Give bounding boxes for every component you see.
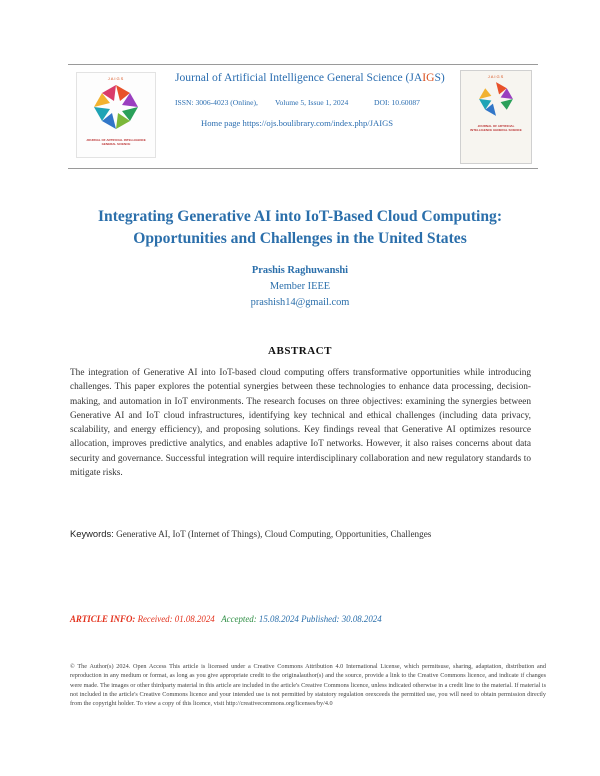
author-role: Member IEEE xyxy=(269,281,331,292)
received-label: Received: xyxy=(137,614,173,624)
cover-pinwheel-icon xyxy=(476,79,516,119)
journal-volume: Volume 5, Issue 1, 2024 xyxy=(275,98,349,107)
logo-left-caption: JOURNAL OF ARTIFICIAL INTELLIGENCE GENERAL SCIENCE xyxy=(86,138,146,146)
accepted-date: 15.08.2024 xyxy=(258,614,299,624)
accepted-label: Accepted: xyxy=(221,614,257,624)
paper-title-line2: Opportunities and Challenges in the United States xyxy=(133,230,467,247)
journal-cover-thumbnail xyxy=(460,70,532,164)
published-label: Published: xyxy=(301,614,340,624)
abstract-heading: ABSTRACT xyxy=(268,345,332,357)
keywords-text: Generative AI, IoT (Internet of Things), Cloud Computing, Opportunities, Challenges xyxy=(113,529,432,539)
journal-issn: ISSN: 3006-4023 (Online), xyxy=(175,98,258,107)
received-date: 01.08.2024 xyxy=(174,614,215,624)
logo-right-caption: JOURNAL OF ARTIFICIAL INTELLIGENCE GENERAL SCIENCE xyxy=(470,124,522,132)
logo-left-tag: JAIGS xyxy=(107,76,125,81)
paper-title-line1: Integrating Generative AI into IoT-Based Cloud Computing: xyxy=(97,208,503,225)
journal-doi: DOI: 10.60087 xyxy=(374,98,420,107)
journal-logo xyxy=(76,72,156,158)
article-info xyxy=(70,614,382,624)
published-date: 30.08.2024 xyxy=(341,614,382,624)
article-info-label: ARTICLE INFO: xyxy=(70,614,136,624)
logo-right-tag: JAIGS xyxy=(487,74,505,79)
journal-homepage-link[interactable]: Home page https://ojs.boulibrary.com/index.php/JAIGS xyxy=(201,118,394,128)
pinwheel-logo-icon xyxy=(90,81,142,133)
journal-title-pre: Journal of Artificial Intelligence General Science (JA xyxy=(175,71,423,84)
license-notice: © The Author(s) 2024. Open Access This article is licensed under a Creative Commons Attribution 4.0 International License, which permitsuse, sharing, adaptation, distribution and reproduction in any medium or format, as long as you give appropriate credit to the originalauthor(s) and the source, provide a link to the Creative Commons licence, and indicate if changes were made. The images or other thirdparty material in this article are included in the article's Creative Commons licence, unless indicated otherwise in a credit line to the material. If material is not included in the article's Creative Commons licence and your intended use is not permitted by statutory regulation orexceeds the permitted use, you will need to obtain permission directly from the copyright holder. To view a copy of this licence, visit http://creativecommons.org/licenses/by/4.0 xyxy=(70,663,546,708)
author-name: Prashis Raghuwanshi xyxy=(251,265,349,276)
abstract-text: The integration of Generative AI into IoT-based cloud computing offers transformative opportunities while introducing challenges. This paper explores the potential synergies between these technologies to enhance data processing, decision-making, and automation in IoT environments. The research focuses on three objectives: examining the synergies between Generative AI and IoT cloud infrastructures, identifying key technical and ethical challenges (including data privacy, scalability, and energy efficiency), and proposing solutions. Key findings reveal that Generative AI optimizes resource allocation, improves predictive analytics, and enables adaptive IoT networks. However, it also raises concerns about data security and governance. Successful integration will require interdisciplinary collaboration and new regulatory standards to mitigate risks. xyxy=(70,368,531,479)
journal-title xyxy=(175,71,445,84)
header-rule-top xyxy=(68,64,538,65)
header-rule-bottom xyxy=(68,168,538,169)
journal-title-post: S) xyxy=(434,71,445,84)
author-email[interactable]: prashish14@gmail.com xyxy=(250,297,350,308)
keywords xyxy=(70,528,431,539)
keywords-label: Keywords: xyxy=(70,528,114,539)
journal-title-highlight: IG xyxy=(422,71,435,84)
